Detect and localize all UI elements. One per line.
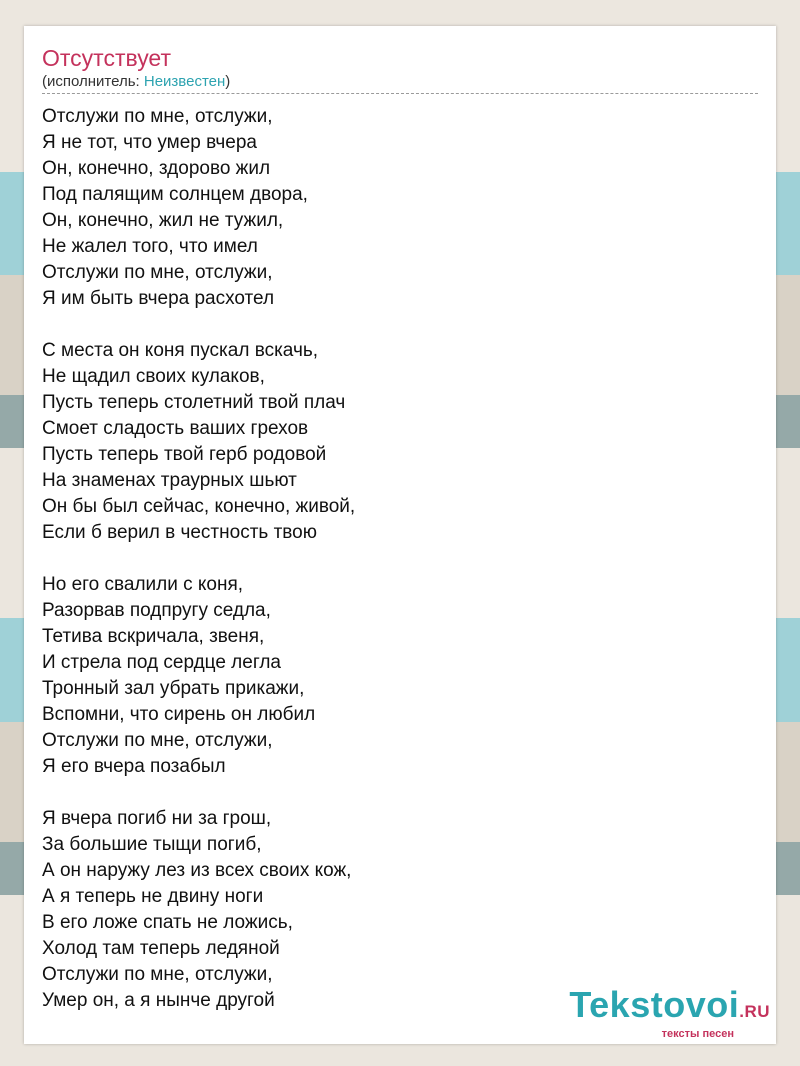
lyric-line: Тронный зал убрать прикажи, bbox=[42, 678, 305, 699]
song-title: Отсутствует bbox=[42, 45, 171, 71]
lyric-line: С места он коня пускал вскачь, bbox=[42, 340, 319, 361]
lyric-line: Он, конечно, жил не тужил, bbox=[42, 210, 284, 231]
lyric-line: За большие тыщи погиб, bbox=[42, 834, 262, 855]
lyric-line: Не щадил своих кулаков, bbox=[42, 366, 265, 387]
lyrics-card bbox=[24, 26, 776, 1044]
artist-prefix: (исполнитель: bbox=[42, 73, 144, 90]
artist-line bbox=[42, 72, 230, 92]
lyric-line: Отслужи по мне, отслужи, bbox=[42, 262, 273, 283]
logo-wordmark bbox=[569, 984, 770, 1030]
stanza-gap bbox=[42, 312, 355, 338]
lyric-line: Пусть теперь твой герб родовой bbox=[42, 444, 327, 465]
lyric-line: А я теперь не двину ноги bbox=[42, 886, 264, 907]
lyric-line: И стрела под сердце легла bbox=[42, 652, 281, 673]
lyric-line: Если б верил в честность твою bbox=[42, 522, 317, 543]
lyric-line: Пусть теперь столетний твой плач bbox=[42, 392, 346, 413]
lyric-line: Я его вчера позабыл bbox=[42, 756, 226, 777]
lyric-line: Отслужи по мне, отслужи, bbox=[42, 730, 273, 751]
stanza-gap bbox=[42, 546, 355, 572]
site-logo[interactable] bbox=[569, 984, 770, 1040]
lyric-line: Я вчера погиб ни за грош, bbox=[42, 808, 272, 829]
lyrics-text bbox=[42, 104, 355, 1014]
artist-link[interactable]: Неизвестен bbox=[143, 73, 226, 90]
lyric-line: Он бы был сейчас, конечно, живой, bbox=[42, 496, 356, 517]
stanza-gap bbox=[42, 780, 355, 806]
lyric-line: А он наружу лез из всех своих кож, bbox=[42, 860, 352, 881]
logo-tagline: тексты песен bbox=[661, 1028, 734, 1040]
lyric-line: Холод там теперь ледяной bbox=[42, 938, 280, 959]
lyric-line: Под палящим солнцем двора, bbox=[42, 184, 308, 205]
lyric-line: Он, конечно, здорово жил bbox=[42, 158, 271, 179]
lyric-line: Отслужи по мне, отслужи, bbox=[42, 106, 273, 127]
lyric-line: Я не тот, что умер вчера bbox=[42, 132, 257, 153]
artist-suffix: ) bbox=[225, 73, 231, 90]
logo-main-text: Tekstovoi bbox=[569, 984, 740, 1025]
lyric-line: Я им быть вчера расхотел bbox=[42, 288, 275, 309]
lyric-line: Отслужи по мне, отслужи, bbox=[42, 964, 273, 985]
lyric-line: В его ложе спать не ложись, bbox=[42, 912, 293, 933]
lyric-line: Вспомни, что сирень он любил bbox=[42, 704, 316, 725]
lyric-line: Тетива вскричала, звеня, bbox=[42, 626, 265, 647]
lyric-line: Разорвав подпругу седла, bbox=[42, 600, 271, 621]
lyric-line: Но его свалили с коня, bbox=[42, 574, 244, 595]
lyric-line: Не жалел того, что имел bbox=[42, 236, 258, 257]
logo-tld: .RU bbox=[739, 1002, 770, 1021]
lyric-line: Умер он, а я нынче другой bbox=[42, 990, 275, 1011]
lyric-line: Смоет сладость ваших грехов bbox=[42, 418, 309, 439]
divider bbox=[42, 93, 758, 94]
lyric-line: На знаменах траурных шьют bbox=[42, 470, 297, 491]
